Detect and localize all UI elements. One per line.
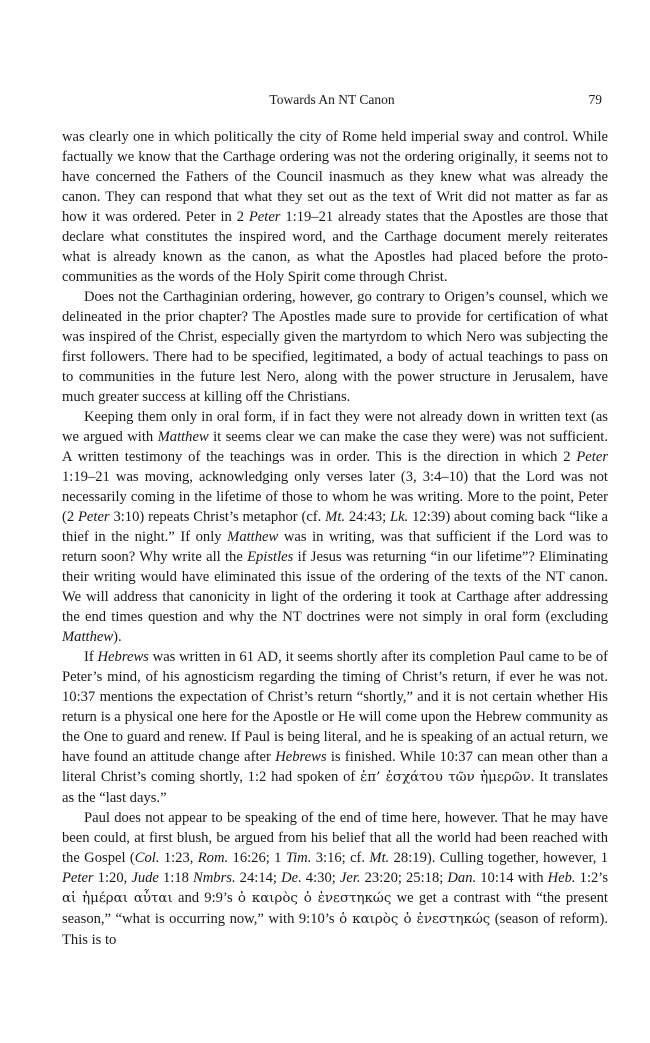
paragraph-5: Paul does not appear to be speaking of the end of time here, however. That he may have been could, at first blush, be argued from his belief that all the world had been reached with the Gospel (Col. 1:23, Rom. 16:26; 1 Tim. 3:16; cf. Mt. 28:19). Culling together, however, 1 Peter 1:20, Jude 1:18 Nmbrs. 24:14; De. 4:30; Jer. 23:20; 25:18; Dan. 10:14 with Heb. 1:2’s αἱ ἡμέραι αὗται and 9:9’s ὁ καιρὸς ὁ ἐνεστηκώς we get a contrast with “the present season,” “what is occurring now,” with 9:10’s ὁ καιρὸς ὁ ἐνεστηκώς (season of reform). This is to — [62, 810, 609, 948]
page-header — [62, 92, 602, 110]
paragraph-3: Keeping them only in oral form, if in fact they were not already down in written text (as we argued with Matthew it seems clear we can make the case they were) was not sufficient. A written testimony of the teachings was in order. This is the direction in which 2 Peter 1:19–21 was moving, acknowledging only verses later (3, 3:4–10) that the Lord was not necessarily coming in the lifetime of those to whom he was writing. More to the point, Peter (2 Peter 3:10) repeats Christ’s metaphor (cf. Mt. 24:43; Lk. 12:39) about coming back “like a thief in the night.” If only Matthew was in writing, was that sufficient if the Lord was to return soon? Why write all the Epistles if Jesus was returning “in our lifetime”? Eliminating their writing would have eliminated this issue of the ordering of the texts of the NT canon. We will address that canonicity in light of the ordering it took at Carthage after addressing the end times question and why the NT doctrines were not simply in oral form (excluding Matthew). — [62, 409, 609, 645]
running-title: Towards An NT Canon — [269, 92, 395, 107]
greek-phrase: ὁ καιρὸς ὁ ἐνεστηκώς — [339, 912, 491, 927]
greek-phrase: ἐπ’ ἐσχάτου τῶν ἡμερῶν — [360, 770, 531, 785]
paragraph-2: Does not the Carthaginian ordering, however, go contrary to Origen’s counsel, which we delineated in the prior chapter? The Apostles made sure to provide for certification of what was inspired of the Christ, especially given the martyrdom to which Nero was subjecting the first followers. There had to be specified, legitimated, a body of actual teachings to pass on to communities in the future lest Nero, along with the power structure in Jerusalem, have much greater success at killing off the Christians. — [62, 289, 608, 405]
greek-phrase: ὁ καιρὸς ὁ ἐνεστηκώς — [237, 891, 392, 906]
greek-phrase: αἱ ἡμέραι αὗται — [62, 891, 173, 906]
body-text — [62, 127, 608, 950]
paragraph-1: was clearly one in which politically the city of Rome held imperial sway and control. While factually we know that the Carthage ordering was not the ordering originally, it seems not to have concerned the Fathers of the Council inasmuch as they knew what was already the canon. They can respond that what they set out as the text of Writ did not matter as far as how it was ordered. Peter in 2 Peter 1:19–21 already states that the Apostles are those that declare what constitutes the inspired word, and the Carthage document merely reiterates what is already known as the canon, as what the Apostles had placed before the proto-communities as the words of the Holy Spirit come through Christ. — [62, 129, 608, 285]
page-number: 79 — [588, 92, 602, 107]
paragraph-4: If Hebrews was written in 61 AD, it seems shortly after its completion Paul came to be of Peter’s mind, of his agnosticism regarding the timing of Christ’s return, if ever he was not. 10:37 mentions the expectation of Christ’s return “shortly,” and it is not certain whether His return is a physical one here for the Apostle or He will come upon the Hebrew community as the One to guard and renew. If Paul is being literal, and he is speaking of an actual return, we have found an attitude change after Hebrews is finished. While 10:37 can mean other than a literal Christ’s coming shortly, 1:2 had spoken of ἐπ’ ἐσχάτου τῶν ἡμερῶν. It translates as the “last days.” — [62, 649, 608, 806]
